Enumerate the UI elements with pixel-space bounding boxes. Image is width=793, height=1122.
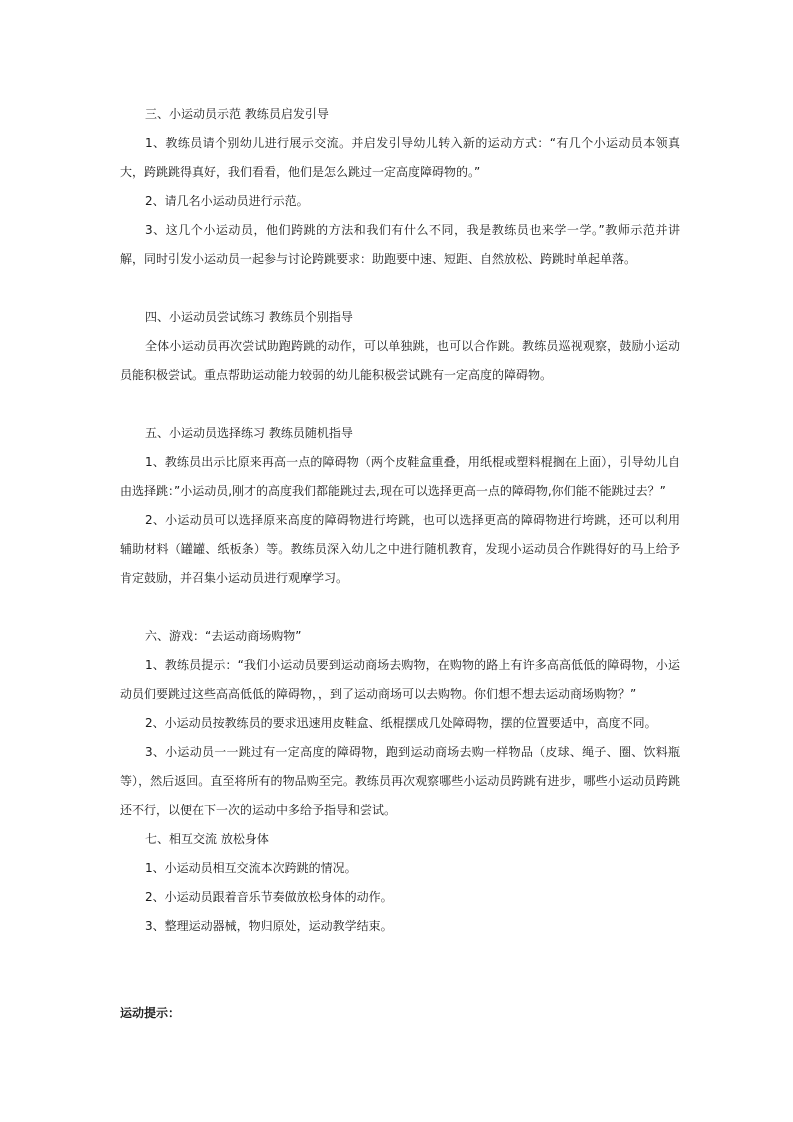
section-choice-practice [120, 419, 680, 593]
paragraph: 2、小运动员按教练员的要求迅速用皮鞋盒、纸棍摆成几处障碍物，摆的位置要适中，高度不同。 [145, 716, 657, 730]
spacer [120, 274, 680, 303]
section-relax [120, 825, 680, 941]
section-heading: 七、相互交流 放松身体 [145, 832, 269, 846]
paragraph: 1、教练员请个别幼儿进行展示交流。并启发引导幼儿转入新的运动方式：“有几个小运动员本领真大，跨跳跳得真好，我们看看，他们是怎么跳过一定高度障碍物的。” [120, 136, 680, 179]
paragraph: 1、教练员提示：“我们小运动员要到运动商场去购物，在购物的路上有许多高高低低的障碍物，小运动员们要跳过这些高高低低的障碍物，，到了运动商场可以去购物。你们想不想去运动商场购物？” [120, 658, 680, 701]
section-demonstration [120, 100, 680, 274]
exercise-tips-label: 运动提示： [120, 1006, 181, 1020]
section-trial-practice [120, 303, 680, 390]
section-heading: 三、小运动员示范 教练员启发引导 [145, 107, 329, 121]
paragraph: 2、请几名小运动员进行示范。 [145, 194, 309, 208]
paragraph: 3、小运动员一一跳过有一定高度的障碍物，跑到运动商场去购一样物品（皮球、绳子、圈、饮料瓶等），然后返回。直至将所有的物品购至完。教练员再次观察哪些小运动员跨跳有进步，哪些小运动员跨跳还不行，以便在下一次的运动中多给予指导和尝试。 [120, 745, 680, 817]
paragraph: 3、这几个小运动员，他们跨跳的方法和我们有什么不同，我是教练员也来学一学。”教师示范并讲解，同时引发小运动员一起参与讨论跨跳要求：助跑要中速、短距、自然放松、跨跳时单起单落。 [120, 223, 680, 266]
paragraph: 全体小运动员再次尝试助跑跨跳的动作，可以单独跳，也可以合作跳。教练员巡视观察，鼓励小运动员能积极尝试。重点帮助运动能力较弱的幼儿能积极尝试跳有一定高度的障碍物。 [120, 339, 680, 382]
paragraph: 1、小运动员相互交流本次跨跳的情况。 [145, 861, 357, 875]
section-shopping-game [120, 622, 680, 825]
paragraph: 2、小运动员可以选择原来高度的障碍物进行垮跳，也可以选择更高的障碍物进行垮跳，还可以利用辅助材料（罐罐、纸板条）等。教练员深入幼儿之中进行随机教育，发现小运动员合作跳得好的马上给予肯定鼓励，并召集小运动员进行观摩学习。 [120, 513, 680, 585]
section-heading: 五、小运动员选择练习 教练员随机指导 [145, 426, 353, 440]
spacer [120, 941, 680, 999]
section-heading: 四、小运动员尝试练习 教练员个别指导 [145, 310, 353, 324]
section-heading: 六、游戏：“去运动商场购物” [145, 629, 302, 643]
spacer [120, 593, 680, 622]
paragraph: 1、教练员出示比原来再高一点的障碍物（两个皮鞋盒重叠，用纸棍或塑料棍搁在上面），引导幼儿自由选择跳：”小运动员,刚才的高度我们都能跳过去,现在可以选择更高一点的障碍物,你们能不能跳过去？” [120, 455, 680, 498]
document-body [120, 100, 680, 1028]
paragraph: 2、小运动员跟着音乐节奏做放松身体的动作。 [145, 890, 393, 904]
spacer [120, 390, 680, 419]
paragraph: 3、整理运动器械，物归原处，运动教学结束。 [145, 919, 393, 933]
